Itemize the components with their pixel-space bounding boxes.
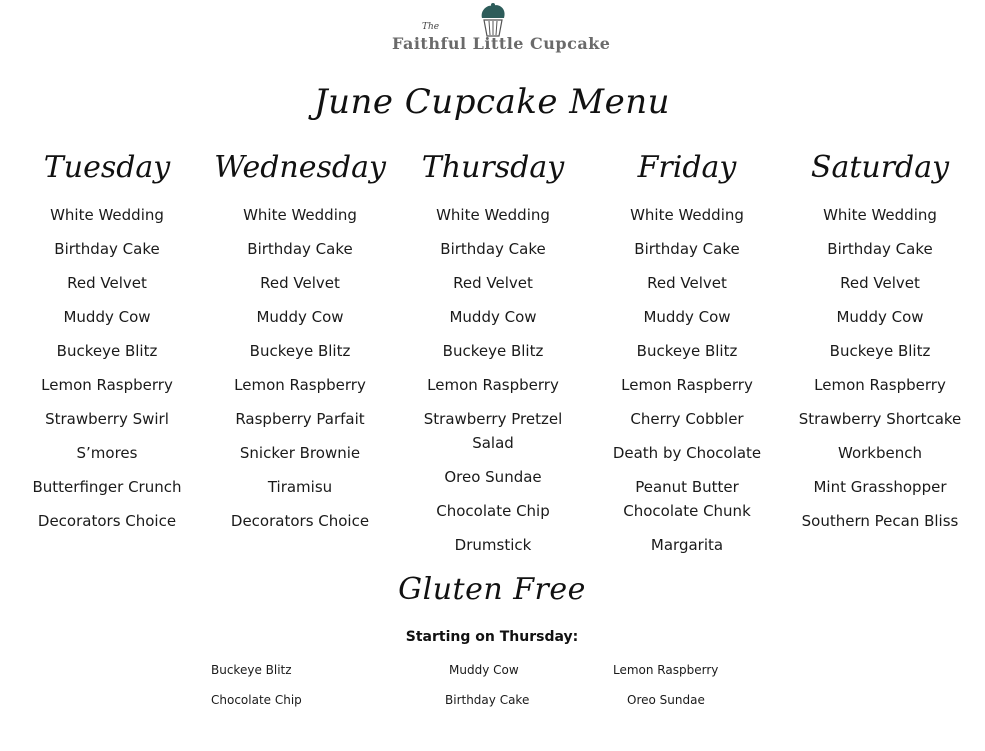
menu-item: Strawberry Pretzel Salad — [423, 410, 563, 452]
menu-item: Mint Grasshopper — [813, 478, 947, 496]
menu-item: White Wedding — [50, 206, 164, 224]
menu-item-list — [597, 203, 777, 557]
menu-item: S’mores — [76, 444, 138, 462]
menu-item: White Wedding — [243, 206, 357, 224]
menu-item: Oreo Sundae — [444, 468, 542, 486]
menu-item: White Wedding — [823, 206, 937, 224]
menu-item: Death by Chocolate — [612, 444, 762, 462]
gluten-free-item: Chocolate Chip — [211, 693, 302, 707]
menu-item: Muddy Cow — [836, 308, 924, 326]
gluten-free-item: Oreo Sundae — [627, 693, 705, 707]
menu-item: Lemon Raspberry — [814, 376, 946, 394]
menu-item: Birthday Cake — [634, 240, 740, 258]
menu-title: June Cupcake Menu — [313, 82, 671, 122]
menu-item: Lemon Raspberry — [621, 376, 753, 394]
gluten-free-start-note: Starting on Thursday: — [405, 629, 579, 645]
menu-item: Strawberry Shortcake — [798, 410, 962, 428]
day-heading: Tuesday — [43, 150, 171, 185]
menu-item: Muddy Cow — [449, 308, 537, 326]
menu-item-list — [403, 203, 583, 557]
menu-item: Red Velvet — [67, 274, 147, 292]
logo-name: Faithful Little Cupcake — [392, 34, 611, 53]
menu-item: Lemon Raspberry — [41, 376, 173, 394]
menu-item: White Wedding — [436, 206, 550, 224]
menu-item: Red Velvet — [647, 274, 727, 292]
menu-item: Margarita — [650, 536, 724, 554]
menu-item: Snicker Brownie — [239, 444, 361, 462]
day-heading: Wednesday — [214, 150, 386, 185]
menu-item: Muddy Cow — [63, 308, 151, 326]
menu-item: Raspberry Parfait — [235, 410, 365, 428]
menu-item-list — [210, 203, 390, 533]
gluten-free-item: Birthday Cake — [445, 693, 530, 707]
menu-item: White Wedding — [630, 206, 744, 224]
menu-item-list — [17, 203, 197, 533]
menu-item: Strawberry Swirl — [45, 410, 169, 428]
day-column-saturday — [790, 145, 970, 543]
gluten-free-title: Gluten Free — [398, 572, 586, 607]
cupcake-icon — [478, 2, 508, 38]
menu-item: Workbench — [838, 444, 922, 462]
menu-item: Muddy Cow — [643, 308, 731, 326]
gluten-free-item: Lemon Raspberry — [613, 663, 719, 677]
menu-item: Red Velvet — [260, 274, 340, 292]
menu-item: Lemon Raspberry — [427, 376, 559, 394]
day-column-wednesday — [210, 145, 390, 543]
menu-item: Buckeye Blitz — [56, 342, 158, 360]
menu-item: Buckeye Blitz — [829, 342, 931, 360]
menu-item: Muddy Cow — [256, 308, 344, 326]
menu-item: Butterfinger Crunch — [32, 478, 182, 496]
menu-item: Chocolate Chip — [436, 502, 550, 520]
menu-item: Tiramisu — [267, 478, 333, 496]
menu-item: Decorators Choice — [230, 512, 370, 530]
menu-item: Buckeye Blitz — [636, 342, 738, 360]
menu-item: Buckeye Blitz — [442, 342, 544, 360]
menu-item: Decorators Choice — [37, 512, 177, 530]
gluten-free-item: Muddy Cow — [449, 663, 519, 677]
menu-item: Birthday Cake — [54, 240, 160, 258]
menu-item-list — [790, 203, 970, 533]
menu-item: Birthday Cake — [827, 240, 933, 258]
menu-item: Birthday Cake — [247, 240, 353, 258]
menu-item: Lemon Raspberry — [234, 376, 366, 394]
gluten-free-item: Buckeye Blitz — [211, 663, 292, 677]
day-heading: Saturday — [810, 150, 950, 185]
bakery-logo — [392, 2, 611, 70]
day-column-friday — [597, 145, 777, 567]
day-heading: Friday — [637, 150, 737, 185]
menu-item: Peanut Butter Chocolate Chunk — [623, 478, 751, 520]
day-heading: Thursday — [421, 150, 565, 185]
menu-item: Red Velvet — [840, 274, 920, 292]
menu-item: Southern Pecan Bliss — [801, 512, 959, 530]
logo-small-text: The — [422, 22, 440, 32]
menu-item: Birthday Cake — [440, 240, 546, 258]
menu-item: Drumstick — [454, 536, 532, 554]
menu-item: Cherry Cobbler — [630, 410, 744, 428]
day-column-thursday — [403, 145, 583, 567]
menu-item: Buckeye Blitz — [249, 342, 351, 360]
menu-item: Red Velvet — [453, 274, 533, 292]
day-column-tuesday — [17, 145, 197, 543]
